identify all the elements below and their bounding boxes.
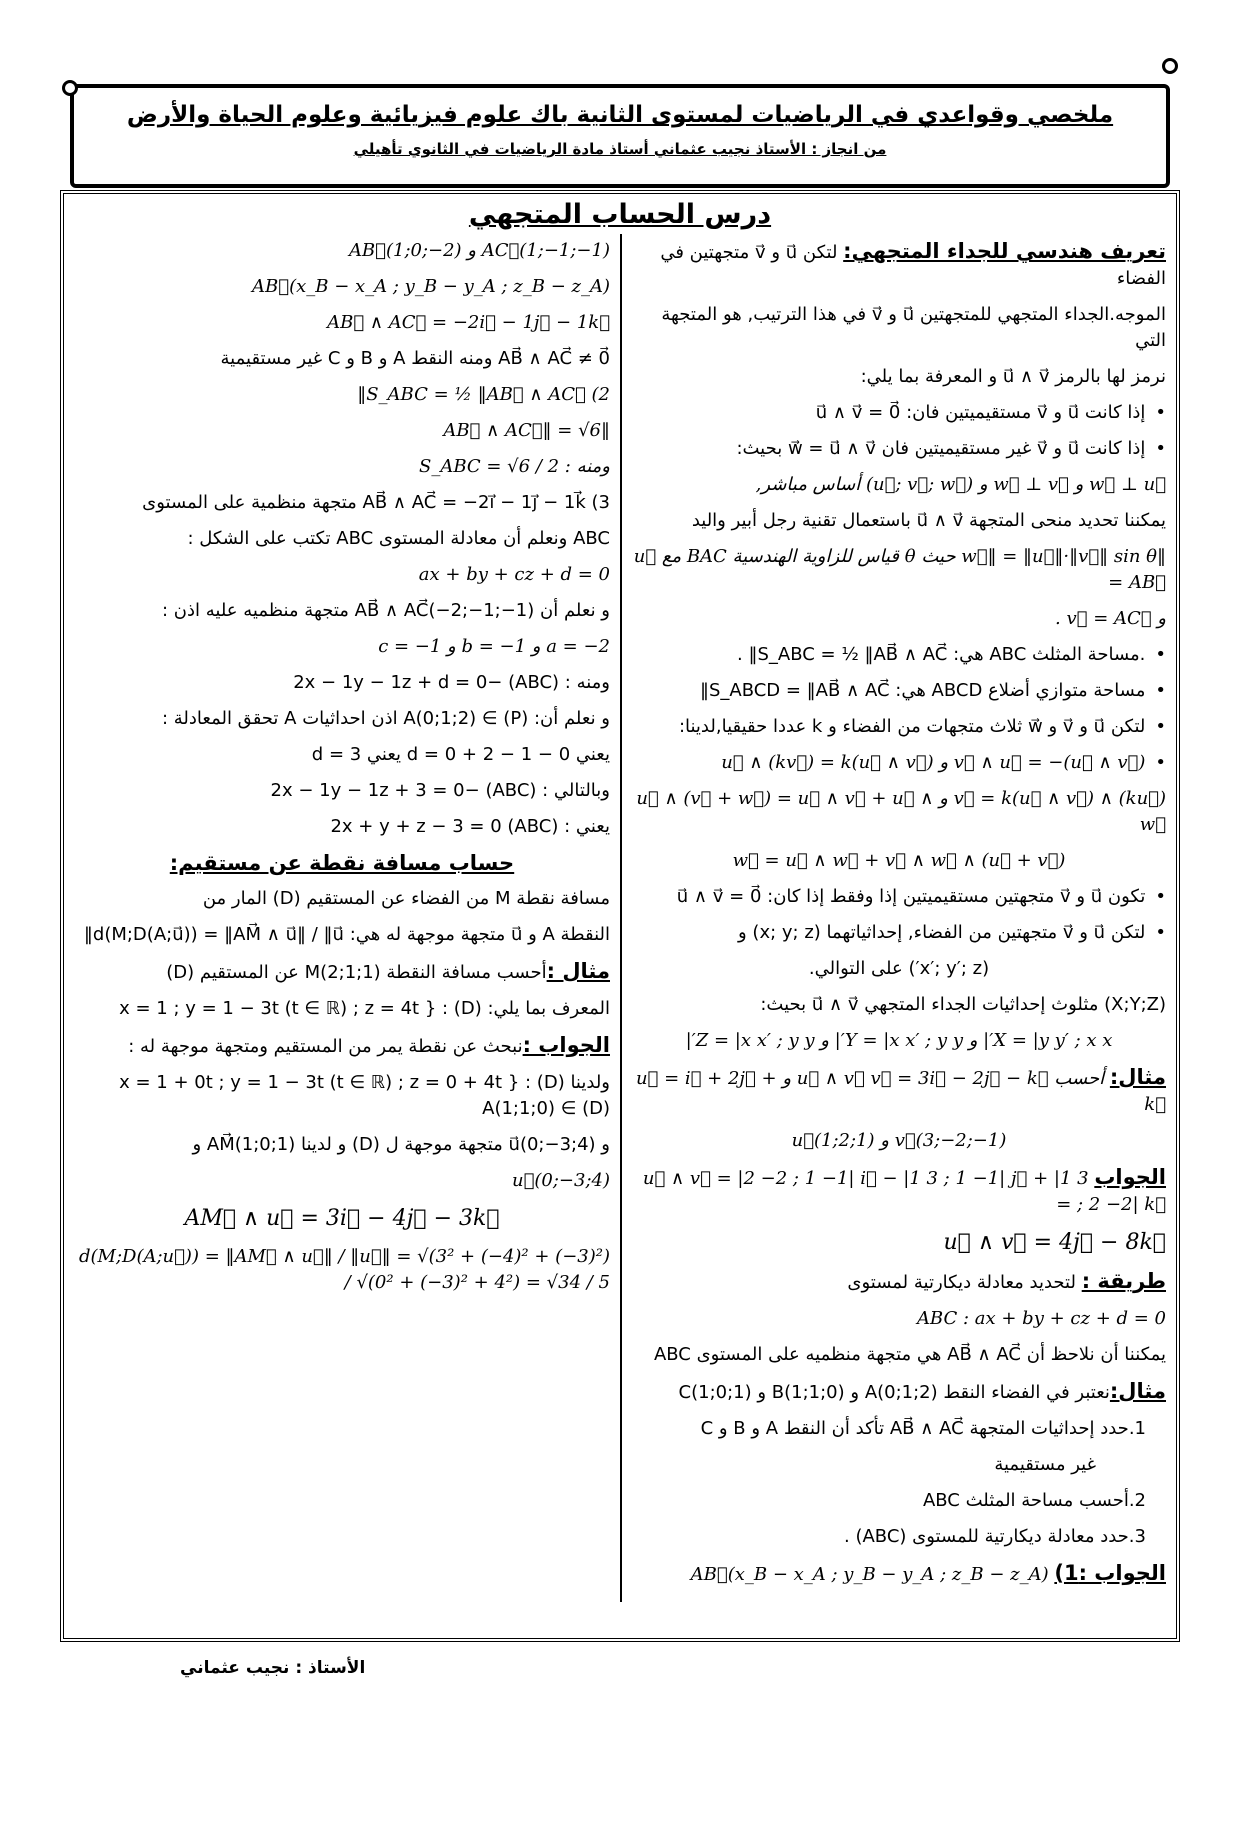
- list-item: 2.أحسب مساحة المثلث ABC: [922, 1490, 1146, 1511]
- example-line: [632, 1064, 1166, 1118]
- example-line: [74, 958, 610, 986]
- math-line: u⃗(0;−3;4): [511, 1170, 610, 1191]
- answer-line: [632, 1560, 1166, 1588]
- math-line: AM⃗ ∧ u⃗ = 3i⃗ − 4j⃗ − 3k⃗: [184, 1206, 500, 1231]
- text-line: يمكننا أن نلاحظ أن AB⃗ ∧ AC⃗ هي متجهة منظميه على المستوى ABC: [653, 1344, 1166, 1365]
- example-line: [632, 1378, 1166, 1406]
- method-label: طريقة :: [1081, 1269, 1166, 1293]
- example-label: مثال:: [1109, 1379, 1166, 1403]
- math-line: ‖w⃗‖ = ‖u⃗‖·‖v⃗‖ sin θ حيث θ قياس للزاوية الهندسية BAC مع u⃗ = AB⃗: [633, 546, 1166, 593]
- bullet-item: • v⃗ ∧ u⃗ = −(u⃗ ∧ v⃗) و u⃗ ∧ (kv⃗) = k(u⃗ ∧ v⃗): [632, 750, 1166, 776]
- answer-line: [632, 1164, 1166, 1218]
- method-line: [632, 1268, 1166, 1296]
- text-line: 3) AB⃗ ∧ AC⃗ = −2i⃗ − 1j⃗ − 1k⃗ متجهة منظمية على المستوى: [142, 492, 610, 513]
- lesson-title: درس الحساب المتجهي: [468, 199, 772, 230]
- document-subtitle: من انجاز : الأستاذ نجيب عثماني أستاذ مادة الرياضيات في الثانوي تأهيلي: [353, 140, 887, 158]
- bullet-item: • لتكن u⃗ و v⃗ متجهتين من الفضاء, إحداثياتهما (x; y; z) و: [632, 920, 1166, 946]
- scroll-curl-icon: [1162, 58, 1178, 74]
- author-signature: الأستاذ : نجيب عثماني: [180, 1658, 366, 1678]
- math-line: ABC : ax + by + cz + d = 0: [916, 1308, 1166, 1329]
- math-line: AC⃗(1;−1;−1) و AB⃗(1;0;−2): [348, 240, 610, 261]
- bullet-item: • مساحة متوازي أضلاع ABCD هي: S_ABCD = ‖AB⃗ ∧ AC⃗‖: [632, 678, 1166, 704]
- bullet-item: • إذا كانت u⃗ و v⃗ مستقيميتين فان: u⃗ ∧ v⃗ = 0⃗: [632, 400, 1166, 426]
- text-line: يمكننا تحديد منحى المتجهة u⃗ ∧ v⃗ باستعمال تقنية رجل أبير واليد: [691, 510, 1166, 531]
- bullet-item: • .مساحة المثلث ABC هي: S_ABC = ½ ‖AB⃗ ∧ AC⃗‖ .: [632, 642, 1166, 668]
- definition-heading: تعريف هندسي للجداء المتجهي:: [843, 239, 1166, 263]
- two-column-layout: [64, 234, 1176, 1602]
- scroll-curl-icon: [62, 80, 78, 96]
- text-line: وبالتالي : (ABC) −2x − 1y − 1z + 3 = 0: [270, 780, 610, 801]
- document-title: ملخصي وقواعدي في الرياضيات لمستوى الثانية باك علوم فيزيائية وعلوم الحياة والأرض: [126, 102, 1114, 128]
- result-line: u⃗ ∧ v⃗ = 4j⃗ − 8k⃗: [943, 1230, 1166, 1255]
- text: نعتبر في الفضاء النقط A(0;1;2) و B(1;1;0) و C(1;0;1): [678, 1382, 1110, 1403]
- text: أحسب u⃗ ∧ v⃗ v⃗ = 3i⃗ − 2j⃗ − k⃗ و u⃗ = i⃗ + 2j⃗ + k⃗: [635, 1068, 1166, 1115]
- math-line: a = −2 و b = −1 و c = −1: [378, 636, 610, 657]
- section-heading: حساب مسافة نقطة عن مستقيم:: [169, 851, 515, 875]
- determinant-line: X = |y y′ ; x x′| و Y = |x x′ ; y y′| و Z = |x x′ ; y y′|: [685, 1030, 1113, 1051]
- text: لتكن u⃗ و v⃗ متجهتين في الفضاء: [660, 242, 1166, 289]
- bullet-item: • لتكن u⃗ و v⃗ و w⃗ ثلاث متجهات من الفضاء و k عددا حقيقيا,لدينا:: [632, 714, 1166, 740]
- list-item-continued: غير مستقيمية: [994, 1454, 1096, 1475]
- text-line: (x′; y′; z′) على التوالي.: [808, 958, 990, 979]
- formula-line: النقطة A و u⃗ متجهة موجهة له هي: d(M;D(A;u⃗)) = ‖AM⃗ ∧ u⃗‖ / ‖u⃗‖: [83, 924, 610, 945]
- system-line: ولدينا (D) : { x = 1 + 0t ; y = 1 − 3t (t ∈ ℝ) ; z = 0 + 4t A(1;1;0) ∈ (D): [119, 1072, 610, 1119]
- left-column: [64, 234, 620, 1602]
- example-label: مثال :: [546, 959, 610, 983]
- right-column: [620, 234, 1176, 1602]
- math-line: (ku⃗) ∧ v⃗ = k(u⃗ ∧ v⃗) و u⃗ ∧ (v⃗ + w⃗) = u⃗ ∧ v⃗ + u⃗ ∧ w⃗: [636, 788, 1166, 835]
- math-line: ‖AB⃗ ∧ AC⃗‖ = √6: [443, 420, 610, 441]
- text: لتحديد معادلة ديكارتية لمستوى: [847, 1272, 1076, 1293]
- math-line: AB⃗ ∧ AC⃗ = −2i⃗ − 1j⃗ − 1k⃗: [327, 312, 610, 333]
- math-line: (u⃗ + v⃗) ∧ w⃗ = u⃗ ∧ w⃗ + v⃗ ∧ w⃗: [732, 850, 1066, 871]
- text: AB⃗(x_B − x_A ; y_B − y_A ; z_B − z_A): [690, 1564, 1049, 1585]
- math-line: و v⃗ = AC⃗ .: [1055, 608, 1166, 629]
- math-line: AB⃗(x_B − x_A ; y_B − y_A ; z_B − z_A): [252, 276, 610, 297]
- system-line: المعرف بما يلي: (D) : { x = 1 ; y = 1 − 3t (t ∈ ℝ) ; z = 4t: [119, 998, 610, 1019]
- math-line: ax + by + cz + d = 0: [418, 564, 610, 585]
- text-line: يعني 0 − 1 − 2 + d = 0 يعني d = 3: [311, 744, 610, 765]
- text: نبحث عن نقطة يمر من المستقيم ومتجهة موجهة له :: [128, 1036, 523, 1057]
- text: أحسب مسافة النقطة M(2;1;1) عن المستقيم (D): [166, 962, 547, 983]
- answer-label: الجواب :1): [1054, 1561, 1166, 1585]
- math-line: 2) S_ABC = ½ ‖AB⃗ ∧ AC⃗‖: [357, 384, 610, 405]
- header-scroll: [70, 84, 1170, 188]
- text-line: نرمز لها بالرمز u⃗ ∧ v⃗ و المعرفة بما يلي:: [860, 366, 1166, 387]
- text-line: و نعلم أن: A(0;1;2) ∈ (P) اذن احداثيات A تحقق المعادلة :: [161, 708, 610, 729]
- answer-label: الجواب :: [522, 1033, 610, 1057]
- text-line: ومنه : (ABC) −2x − 1y − 1z + d = 0: [293, 672, 610, 693]
- distance-result: d(M;D(A;u⃗)) = ‖AM⃗ ∧ u⃗‖ / ‖u⃗‖ = √(3² + (−4)² + (−3)²) / √(0² + (−3)² + 4²) = √34 / 5: [78, 1246, 610, 1293]
- list-item: 3.حدد معادلة ديكارتية للمستوى (ABC) .: [844, 1526, 1146, 1547]
- text-line: يعني : (ABC) 2x + y + z − 3 = 0: [330, 816, 610, 837]
- text-line: و u⃗(0;−3;4) متجهة موجهة ل (D) و لدينا AM⃗(1;0;1) و: [192, 1134, 610, 1155]
- math-line: w⃗ ⊥ u⃗ و w⃗ ⊥ v⃗ و (u⃗; v⃗; w⃗) أساس مباشر,: [755, 474, 1166, 495]
- text-line: الموجه.الجداء المتجهي للمتجهتين u⃗ و v⃗ في هذا الترتيب, هو المتجهة التي: [661, 304, 1166, 351]
- answer-line: [74, 1032, 610, 1060]
- answer-label: الجواب: [1094, 1165, 1166, 1189]
- text-line: و نعلم أن AB⃗ ∧ AC⃗(−2;−1;−1) متجهة منظميه عليه اذن :: [162, 600, 610, 621]
- bullet-item: • تكون u⃗ و v⃗ متجهتين مستقيميتين إذا وفقط إذا كان: u⃗ ∧ v⃗ = 0⃗: [632, 884, 1166, 910]
- text-line: ABC ونعلم أن معادلة المستوى ABC تكتب على الشكل :: [187, 528, 610, 549]
- text-line: (X;Y;Z) مثلوث إحداثيات الجداء المتجهي u⃗ ∧ v⃗ بحيث:: [760, 994, 1166, 1015]
- definition-line: [632, 238, 1166, 292]
- bullet-item: • إذا كانت u⃗ و v⃗ غير مستقيميتين فان w⃗ = u⃗ ∧ v⃗ بحيث:: [632, 436, 1166, 462]
- example-label: مثال:: [1109, 1065, 1166, 1089]
- text-line: AB⃗ ∧ AC⃗ ≠ 0⃗ ومنه النقط A و B و C غير مستقيمية: [220, 348, 610, 369]
- content-frame: [60, 190, 1180, 1642]
- math-line: v⃗(3;−2;−1) و u⃗(1;2;1): [791, 1130, 1007, 1151]
- text-line: مسافة نقطة M من الفضاء عن المستقيم (D) المار من: [202, 888, 610, 909]
- text: u⃗ ∧ v⃗ = |2 −2 ; 1 −1| i⃗ − |1 3 ; 1 −1| j⃗ + |1 3 ; 2 −2| k⃗ =: [642, 1168, 1166, 1215]
- math-line: ومنه : S_ABC = √6 / 2: [418, 456, 610, 477]
- list-item: 1.حدد إحداثيات المتجهة AB⃗ ∧ AC⃗ تأكد أن النقط A و B و C: [700, 1418, 1146, 1439]
